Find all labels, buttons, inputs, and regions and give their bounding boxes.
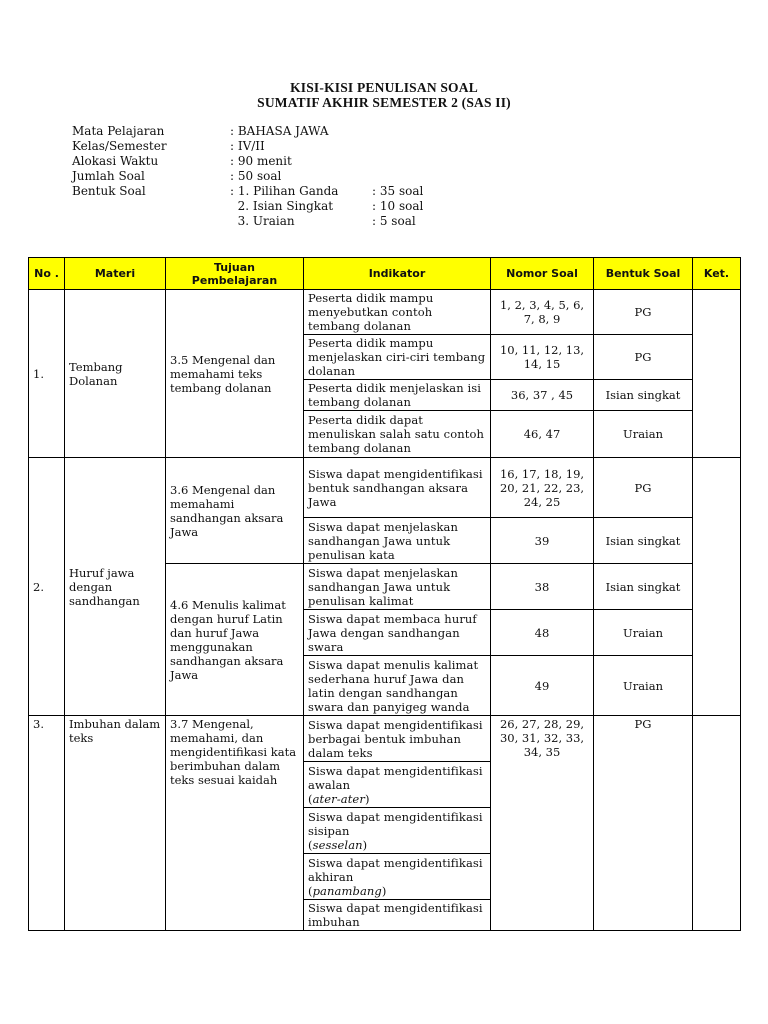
info-label: Jumlah Soal (72, 169, 145, 183)
indikator-text: Siswa dapat mengidentifikasi sisipan (308, 809, 483, 838)
table-header-row (29, 258, 741, 290)
cell-nomor-soal: 1, 2, 3, 4, 5, 6, 7, 8, 9 (491, 290, 594, 335)
indikator-text: Siswa dapat mengidentifikasi awalan (308, 763, 483, 792)
cell-indikator: Peserta didik dapat menuliskan salah satu contoh tembang dolanan (304, 411, 491, 458)
cell-indikator: Siswa dapat menjelaskan sandhangan Jawa untuk penulisan kalimat (304, 564, 491, 610)
header-tujuan: Tujuan Pembelajaran (166, 258, 304, 290)
header-no: No . (29, 258, 65, 290)
cell-nomor-soal: 49 (491, 656, 594, 716)
cell-bentuk-soal: PG (594, 290, 693, 335)
cell-nomor-soal: 48 (491, 610, 594, 656)
info-value: : 1. Pilihan Ganda (230, 184, 339, 198)
cell-no: 2. (29, 458, 65, 716)
info-label: Alokasi Waktu (72, 154, 159, 168)
cell-tujuan: 3.5 Mengenal dan memahami teks tembang dolanan (166, 290, 304, 458)
cell-bentuk-soal: PG (594, 335, 693, 380)
kisi-kisi-table (28, 257, 741, 931)
info-value: : BAHASA JAWA (230, 124, 329, 138)
cell-nomor-soal: 16, 17, 18, 19, 20, 21, 22, 23, 24, 25 (491, 458, 594, 518)
document-title-line2: SUMATIF AKHIR SEMESTER 2 (SAS II) (257, 95, 511, 110)
cell-materi: Huruf jawa dengan sandhangan (65, 458, 166, 716)
info-value: : 90 menit (230, 154, 292, 168)
cell-ket (693, 290, 741, 458)
cell-tujuan: 3.7 Mengenal, memahami, dan mengidentifikasi kata berimbuhan dalam teks sesuai kaidah (166, 716, 304, 931)
cell-indikator: Siswa dapat membaca huruf Jawa dengan sandhangan swara (304, 610, 491, 656)
cell-bentuk-soal: Isian singkat (594, 380, 693, 411)
header-materi: Materi (65, 258, 166, 290)
info-count: : 5 soal (372, 214, 416, 228)
header-nomor-soal: Nomor Soal (491, 258, 594, 290)
info-label: Bentuk Soal (72, 184, 146, 198)
cell-materi: Tembang Dolanan (65, 290, 166, 458)
cell-bentuk-soal: Uraian (594, 610, 693, 656)
indikator-term: ater-ater (312, 791, 365, 806)
cell-bentuk-soal: PG (594, 458, 693, 518)
info-count: : 35 soal (372, 184, 424, 198)
cell-indikator: Siswa dapat mengidentifikasi imbuhan (304, 900, 491, 931)
cell-indikator: Siswa dapat mengidentifikasi bentuk sandhangan aksara Jawa (304, 458, 491, 518)
cell-tujuan: 3.6 Mengenal dan memahami sandhangan aksara Jawa (166, 458, 304, 564)
cell-indikator: Siswa dapat mengidentifikasi akhiran (panambang) (304, 854, 491, 900)
cell-indikator: Peserta didik mampu menjelaskan ciri-ciri tembang dolanan (304, 335, 491, 380)
cell-nomor-soal: 26, 27, 28, 29, 30, 31, 32, 33, 34, 35 (491, 716, 594, 931)
cell-indikator: Siswa dapat menjelaskan sandhangan Jawa untuk penulisan kata (304, 518, 491, 564)
cell-bentuk-soal: Uraian (594, 411, 693, 458)
cell-materi: Imbuhan dalam teks (65, 716, 166, 931)
indikator-term: panambang (312, 883, 382, 898)
cell-bentuk-soal: Isian singkat (594, 564, 693, 610)
cell-nomor-soal: 36, 37 , 45 (491, 380, 594, 411)
info-value: : 50 soal (230, 169, 282, 183)
cell-no: 1. (29, 290, 65, 458)
table-row (29, 290, 741, 335)
document-title-line1: KISI-KISI PENULISAN SOAL (290, 80, 478, 95)
info-label: Mata Pelajaran (72, 124, 165, 138)
table-row (29, 458, 741, 518)
table-row (29, 716, 741, 762)
cell-bentuk-soal: Isian singkat (594, 518, 693, 564)
header-ket: Ket. (693, 258, 741, 290)
cell-bentuk-soal: Uraian (594, 656, 693, 716)
indikator-term: sesselan (312, 837, 363, 852)
cell-indikator: Peserta didik menjelaskan isi tembang dolanan (304, 380, 491, 411)
cell-no: 3. (29, 716, 65, 931)
cell-nomor-soal: 46, 47 (491, 411, 594, 458)
info-value: : IV/II (230, 139, 265, 153)
cell-tujuan: 4.6 Menulis kalimat dengan huruf Latin dan huruf Jawa menggunakan sandhangan aksara Jawa (166, 564, 304, 716)
cell-bentuk-soal: PG (594, 716, 693, 931)
cell-indikator: Siswa dapat menulis kalimat sederhana huruf Jawa dan latin dengan sandhangan swara dan panyigeg wanda (304, 656, 491, 716)
cell-nomor-soal: 39 (491, 518, 594, 564)
indikator-text: Siswa dapat mengidentifikasi akhiran (308, 855, 483, 884)
info-count: : 10 soal (372, 199, 424, 213)
info-value: 2. Isian Singkat (230, 199, 334, 213)
cell-indikator: Siswa dapat mengidentifikasi awalan (ater-ater) (304, 762, 491, 808)
cell-ket (693, 458, 741, 716)
header-bentuk-soal: Bentuk Soal (594, 258, 693, 290)
cell-ket (693, 716, 741, 931)
cell-indikator: Siswa dapat mengidentifikasi sisipan (sesselan) (304, 808, 491, 854)
cell-indikator: Siswa dapat mengidentifikasi berbagai bentuk imbuhan dalam teks (304, 716, 491, 762)
cell-nomor-soal: 10, 11, 12, 13, 14, 15 (491, 335, 594, 380)
header-indikator: Indikator (304, 258, 491, 290)
info-label: Kelas/Semester (72, 139, 167, 153)
cell-indikator: Peserta didik mampu menyebutkan contoh tembang dolanan (304, 290, 491, 335)
cell-nomor-soal: 38 (491, 564, 594, 610)
info-value: 3. Uraian (230, 214, 295, 228)
